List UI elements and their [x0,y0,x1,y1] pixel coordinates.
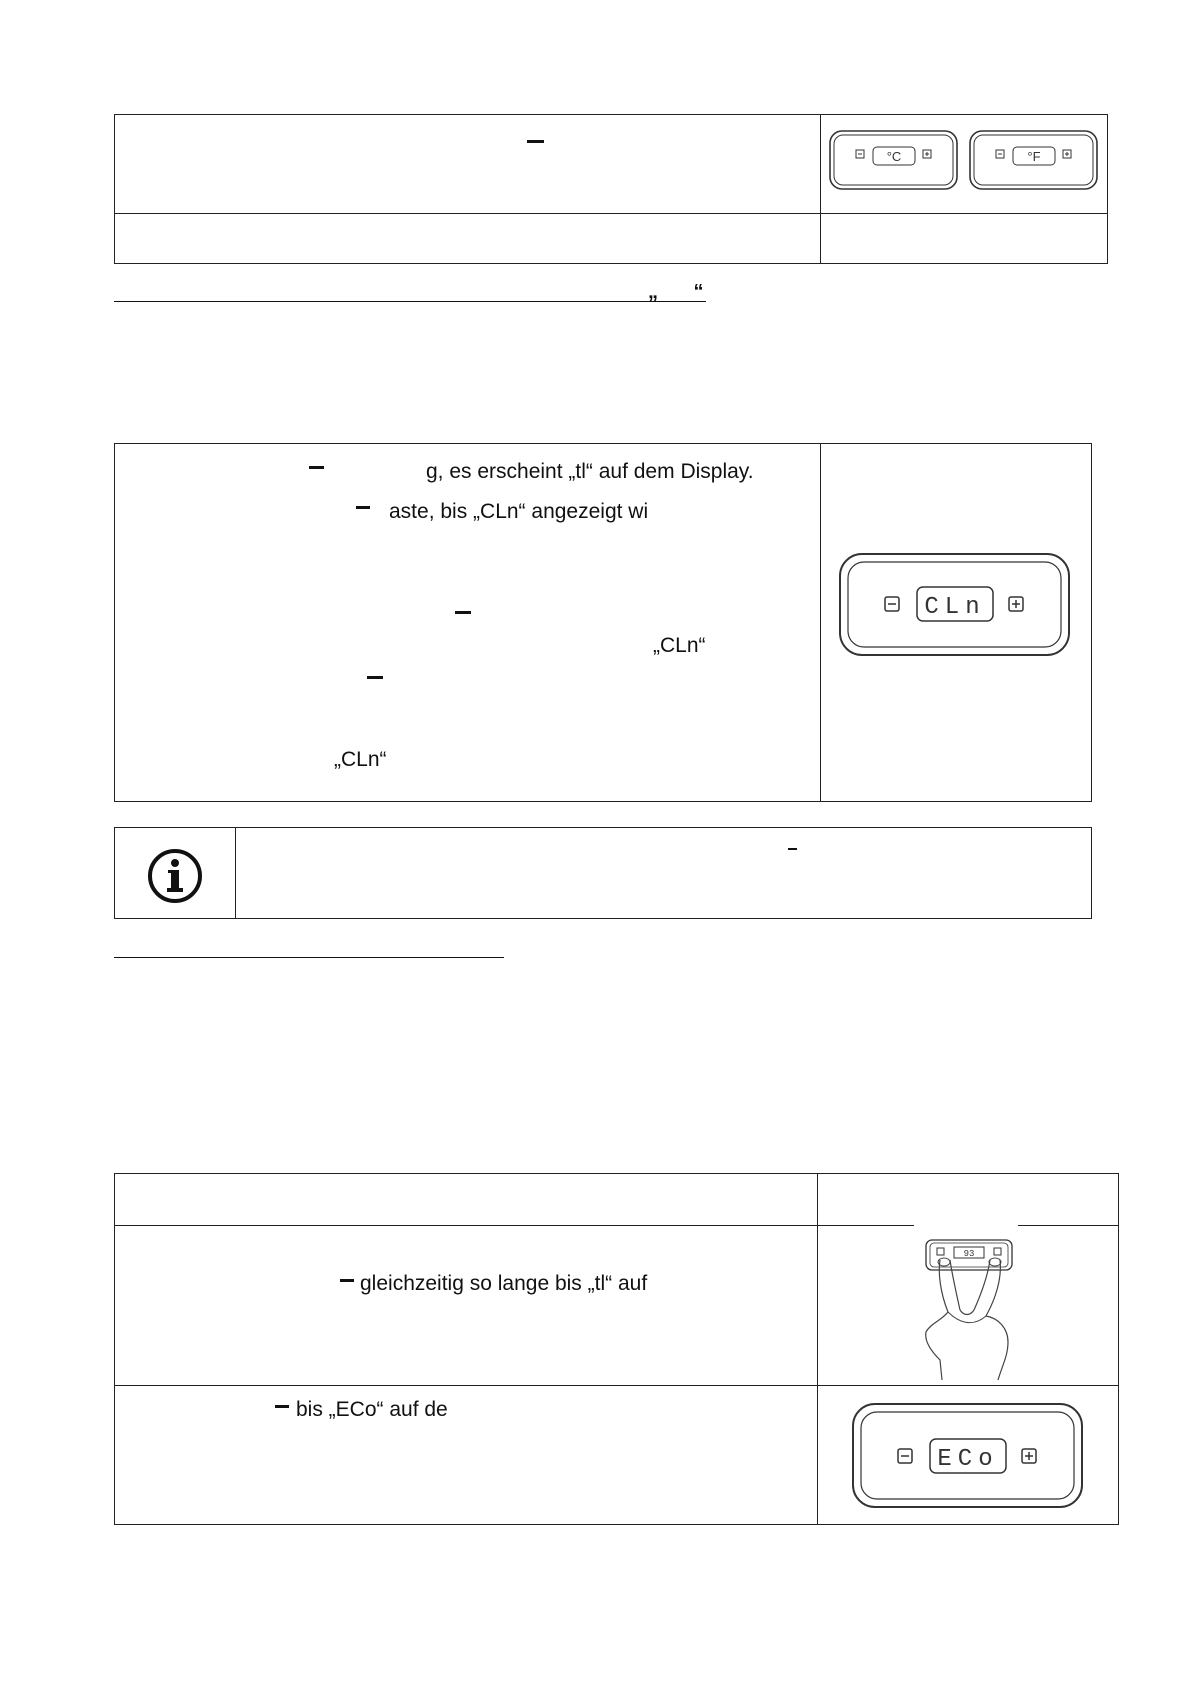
table-divider [820,114,821,264]
hand-pressing-keys-illustration [918,1232,1020,1382]
info-box [114,827,1092,919]
step-text-5: gleichzeitig so lange bis „tl“ auf [360,1272,648,1295]
heading-underline [114,301,706,302]
minus-key-mark [788,848,797,850]
info-icon [147,848,203,904]
svg-text:CLn: CLn [924,594,986,621]
step-text-1: g, es erscheint „tl“ auf dem Display. [426,460,754,483]
minus-key-mark [527,140,544,143]
info-divider [235,827,236,919]
control-panel-cln [839,553,1071,657]
step-text-3: „CLn“ [653,634,706,657]
minus-key-mark [309,466,324,469]
step-text-4: „CLn“ [334,748,387,771]
control-panel-fahrenheit [969,130,1099,190]
minus-key-mark [455,611,471,614]
svg-text:93: 93 [963,1249,975,1259]
step-text-6: bis „ECo“ auf de [296,1398,448,1421]
table-divider [820,443,821,802]
svg-text:°F: °F [1027,149,1041,164]
svg-text:°C: °C [886,149,902,164]
minus-key-mark [356,506,370,509]
heading-underline [114,957,504,958]
control-panel-eco [852,1403,1084,1509]
control-panel-celsius [829,130,959,190]
minus-key-mark [367,676,383,679]
table-divider [114,1385,1119,1386]
heading-quotes: „ “ [648,281,704,303]
minus-key-mark [275,1405,289,1408]
illustration-background [914,1220,1018,1232]
step-text-2: aste, bis „CLn“ angezeigt wi [389,500,649,523]
svg-text:ECo: ECo [937,1446,999,1473]
minus-key-mark [340,1279,354,1282]
table-divider [114,213,1108,214]
